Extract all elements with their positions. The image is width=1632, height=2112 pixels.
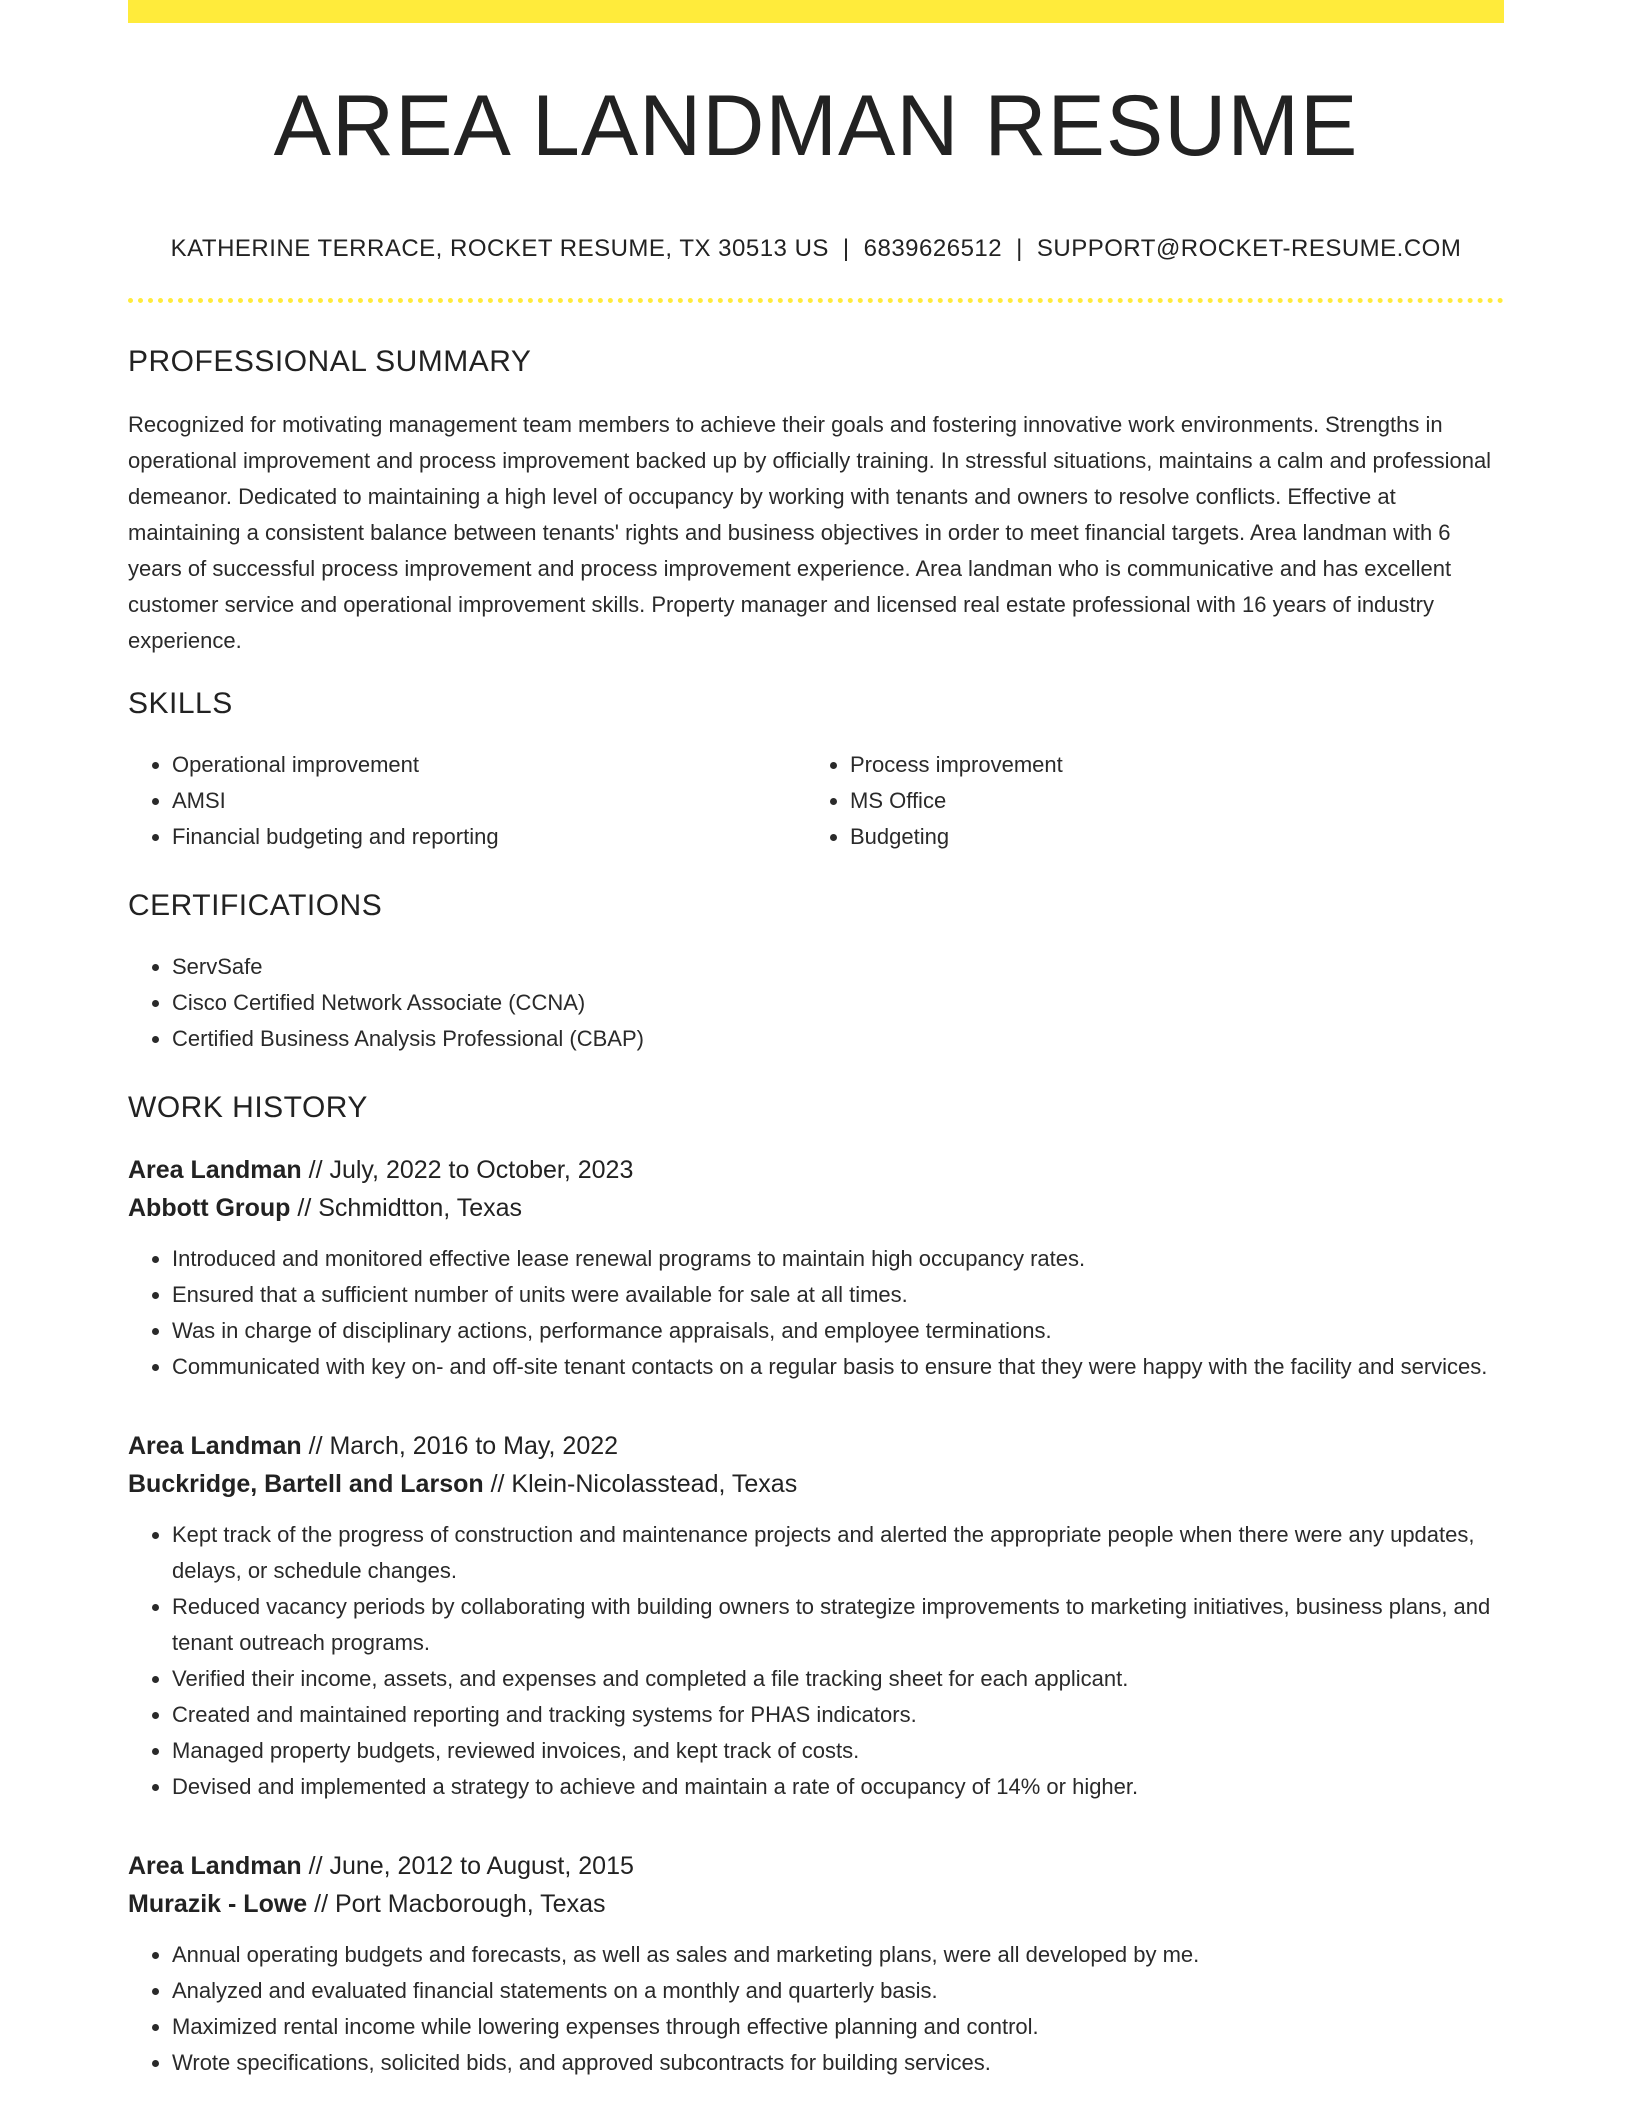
job-location: // Schmidtton, Texas <box>290 1194 523 1222</box>
job-location: // Port Macborough, Texas <box>307 1890 606 1918</box>
job-bullet: • Devised and implemented a strategy to achieve and maintain a rate of occupancy of 14% or higher. <box>172 1769 1504 1805</box>
skills-heading: SKILLS <box>128 687 233 720</box>
summary-heading: PROFESSIONAL SUMMARY <box>128 345 532 378</box>
job-bullet: • Verified their income, assets, and expenses and completed a file tracking sheet for each applicant. <box>172 1661 1504 1697</box>
skill-item: • Budgeting <box>850 819 1484 855</box>
certification-item: • Certified Business Analysis Professional (CBAP) <box>172 1021 1504 1057</box>
job-location: // Klein-Nicolasstead, Texas <box>483 1470 798 1498</box>
job-bullet: • Managed property budgets, reviewed invoices, and kept track of costs. <box>172 1733 1504 1769</box>
job-bullet: • Wrote specifications, solicited bids, and approved subcontracts for building services. <box>172 2045 1504 2081</box>
resume-page <box>128 0 1504 2081</box>
job-entry <box>128 1847 1504 2081</box>
work-history-heading: WORK HISTORY <box>128 1091 368 1124</box>
contact-separator: | <box>1016 235 1023 262</box>
job-bullet: • Introduced and monitored effective lease renewal programs to maintain high occupancy rates. <box>172 1241 1504 1277</box>
contact-separator: | <box>842 235 850 262</box>
skill-item: • MS Office <box>850 783 1484 819</box>
contact-line <box>128 235 1504 263</box>
skill-item: • AMSI <box>172 783 806 819</box>
contact-address: KATHERINE TERRACE, ROCKET RESUME, TX 30513 US <box>170 235 829 262</box>
summary-text: Recognized for motivating management team members to achieve their goals and fostering innovative work environments. Strengths in operational improvement and process improvement backed up by officially training. In stressful situations, maintains a calm and professional demeanor. Dedicated to maintaining a high level of occupancy by working with tenants and owners to resolve conflicts. Effective at maintaining a consistent balance between tenants' rights and business objectives in order to meet financial targets. Area landman with 6 years of successful process improvement and process improvement experience. Area landman who is communicative and has excellent customer service and operational improvement skills. Property manager and licensed real estate professional with 16 years of industry experience. <box>128 412 1492 653</box>
job-bullet: • Kept track of the progress of construction and maintenance projects and alerted the appropriate people when there were any updates, delays, or schedule changes. <box>172 1517 1504 1589</box>
job-title-line <box>128 1847 1504 1885</box>
skills-column-right <box>806 747 1484 855</box>
skills-list-left <box>128 747 806 855</box>
job-bullet: • Annual operating budgets and forecasts, as well as sales and marketing plans, were all developed by me. <box>172 1937 1504 1973</box>
certifications-list <box>128 949 1504 1057</box>
job-bullet: • Communicated with key on- and off-site tenant contacts on a regular basis to ensure that they were happy with the facility and services. <box>172 1349 1504 1385</box>
skill-item: • Financial budgeting and reporting <box>172 819 806 855</box>
skills-list-right <box>806 747 1484 855</box>
job-dates: // July, 2022 to October, 2023 <box>301 1156 634 1184</box>
skills-grid <box>128 747 1504 855</box>
job-bullet: • Ensured that a sufficient number of units were available for sale at all times. <box>172 1277 1504 1313</box>
job-company: Abbott Group <box>128 1194 291 1222</box>
job-company-line <box>128 1465 1504 1503</box>
job-company: Murazik - Lowe <box>128 1890 308 1918</box>
job-entry <box>128 1427 1504 1805</box>
job-title: Area Landman <box>128 1156 302 1184</box>
skill-item: • Operational improvement <box>172 747 806 783</box>
job-title: Area Landman <box>128 1432 302 1460</box>
job-company-line <box>128 1885 1504 1923</box>
job-bullet: • Was in charge of disciplinary actions, performance appraisals, and employee terminations. <box>172 1313 1504 1349</box>
job-dates: // June, 2012 to August, 2015 <box>301 1852 634 1880</box>
certification-item: • ServSafe <box>172 949 1504 985</box>
job-entry <box>128 1151 1504 1385</box>
dotted-divider <box>128 298 1504 303</box>
contact-phone: 6839626512 <box>863 235 1003 262</box>
job-bullet-list <box>128 1937 1504 2081</box>
top-accent-bar <box>128 0 1504 23</box>
job-title-line <box>128 1151 1504 1189</box>
skill-item: • Process improvement <box>850 747 1484 783</box>
job-title-line <box>128 1427 1504 1465</box>
job-company-line <box>128 1189 1504 1227</box>
skills-column-left <box>128 747 806 855</box>
certifications-heading: CERTIFICATIONS <box>128 889 383 922</box>
job-bullet-list <box>128 1517 1504 1805</box>
job-bullet: • Reduced vacancy periods by collaborating with building owners to strategize improvements to marketing initiatives, business plans, and tenant outreach programs. <box>172 1589 1504 1661</box>
certification-item: • Cisco Certified Network Associate (CCNA) <box>172 985 1504 1021</box>
job-title: Area Landman <box>128 1852 302 1880</box>
job-company: Buckridge, Bartell and Larson <box>128 1470 484 1498</box>
job-bullet-list <box>128 1241 1504 1385</box>
contact-email: SUPPORT@ROCKET-RESUME.COM <box>1036 235 1462 262</box>
job-bullet: • Maximized rental income while lowering expenses through effective planning and control. <box>172 2009 1504 2045</box>
job-bullet: • Created and maintained reporting and tracking systems for PHAS indicators. <box>172 1697 1504 1733</box>
job-bullet: • Analyzed and evaluated financial statements on a monthly and quarterly basis. <box>172 1973 1504 2009</box>
resume-title: AREA LANDMAN RESUME <box>273 78 1359 174</box>
job-dates: // March, 2016 to May, 2022 <box>301 1432 619 1460</box>
